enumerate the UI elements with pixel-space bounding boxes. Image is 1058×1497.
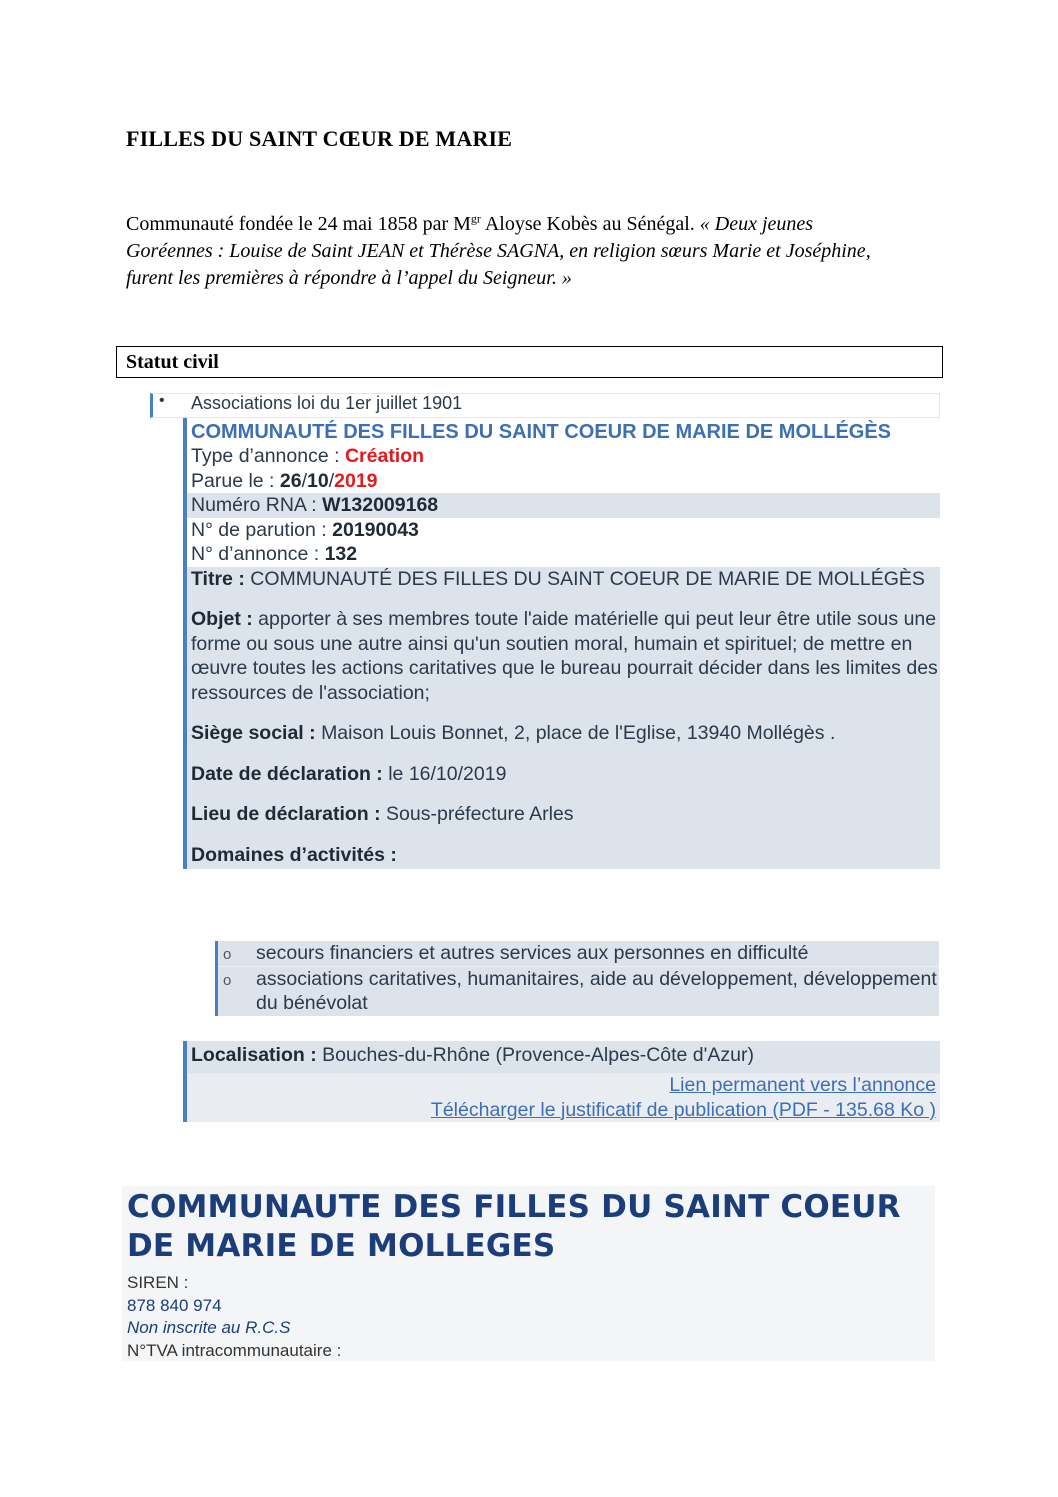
siege-field xyxy=(191,721,940,746)
parution-number xyxy=(187,518,940,543)
titre-value: COMMUNAUTÉ DES FILLES DU SAINT COEUR DE MARIE DE MOLLÉGÈS xyxy=(250,567,925,590)
parue-year: 2019 xyxy=(334,469,378,492)
siege-value: Maison Louis Bonnet, 2, place de l'Eglise, 13940 Mollégès . xyxy=(321,722,836,744)
type-value: Création xyxy=(344,445,425,467)
permanent-link[interactable]: Lien permanent vers l’annonce xyxy=(669,1074,936,1096)
domaines-field xyxy=(191,843,940,868)
section-heading: Statut civil xyxy=(126,351,219,373)
announcement-details xyxy=(187,567,940,870)
intro-paragraph xyxy=(126,211,946,292)
objet-field xyxy=(191,607,940,705)
links-area xyxy=(187,1073,940,1122)
localisation-value: Bouches-du-Rhône (Provence-Alpes-Côte d'Azur) xyxy=(322,1044,754,1066)
parue-month: 10 xyxy=(307,469,329,492)
parue-sep: / xyxy=(301,469,308,492)
rna-label: Numéro RNA : xyxy=(191,494,323,516)
document-title: FILLES DU SAINT CŒUR DE MARIE xyxy=(126,126,513,151)
domain-text: associations caritatives, humanitaires, aide au développement, développement du bénévolat xyxy=(256,967,937,1014)
section-heading-box xyxy=(116,346,943,378)
date-value: le 16/10/2019 xyxy=(388,762,507,785)
intro-text-1: Communauté fondée le 24 mai 1858 par M xyxy=(126,213,471,235)
localisation-label: Localisation : xyxy=(191,1044,323,1066)
tva-label: N°TVA intracommunautaire : xyxy=(127,1341,342,1360)
announcement-category-row xyxy=(150,393,940,418)
circle-bullet-icon: o xyxy=(223,971,232,989)
annonce-label: N° d’annonce : xyxy=(191,543,325,565)
parution-value: 20190043 xyxy=(332,518,419,541)
list-item xyxy=(218,941,939,967)
bullet-icon: • xyxy=(159,392,165,409)
association-name: COMMUNAUTÉ DES FILLES DU SAINT COEUR DE MARIE DE MOLLÉGÈS xyxy=(191,421,892,443)
lieu-value: Sous-préfecture Arles xyxy=(386,803,574,825)
parution-label: N° de parution : xyxy=(191,518,333,541)
siren-value: 878 840 974 xyxy=(127,1296,222,1315)
domain-text: secours financiers et autres services aux personnes en difficulté xyxy=(256,942,809,964)
intro-quote-3: furent les premières à répondre à l’appel du Seigneur. » xyxy=(126,267,572,289)
domaines-label: Domaines d’activités : xyxy=(191,843,397,866)
date-field xyxy=(191,762,940,787)
parue-day: 26 xyxy=(279,469,302,492)
titre-field xyxy=(191,567,940,592)
intro-sup: gr xyxy=(470,211,481,226)
lieu-field xyxy=(191,802,940,827)
rcs-status: Non inscrite au R.C.S xyxy=(127,1318,291,1337)
company-panel xyxy=(122,1186,935,1361)
rna-number xyxy=(187,493,940,518)
date-label: Date de déclaration : xyxy=(191,762,389,785)
localisation-block xyxy=(183,1041,940,1122)
objet-label: Objet : xyxy=(191,608,259,630)
titre-label: Titre : xyxy=(191,567,251,590)
lieu-label: Lieu de déclaration : xyxy=(191,803,387,825)
siege-label: Siège social : xyxy=(191,722,322,744)
company-name: COMMUNAUTE DES FILLES DU SAINT COEUR DE MARIE DE MOLLEGES xyxy=(127,1189,901,1264)
download-pdf-link[interactable]: Télécharger le justificatif de publication (PDF - 135.68 Ko ) xyxy=(430,1098,936,1121)
annonce-value: 132 xyxy=(324,543,358,565)
announcement-card xyxy=(183,418,940,869)
annonce-number xyxy=(187,542,940,567)
list-item xyxy=(218,967,939,1016)
announcement-category: Associations loi du 1er juillet 1901 xyxy=(191,393,463,413)
announcement-type xyxy=(187,444,940,469)
domains-list xyxy=(215,941,939,1016)
localisation-field xyxy=(187,1041,940,1073)
siren-label: SIREN : xyxy=(127,1273,189,1292)
type-label: Type d’annonce : xyxy=(191,445,345,467)
parue-label: Parue le : xyxy=(191,469,280,492)
objet-value: apporter à ses membres toute l'aide matérielle qui peut leur être utile sous une forme ou sous une autre ainsi qu'un soutien moral, humain et spirituel; de mettre en œuvre toutes les actions caritatives que le bureau pourrait décider dans les limites des ressources de l'association; xyxy=(191,608,938,704)
publication-date xyxy=(187,469,940,494)
circle-bullet-icon: o xyxy=(223,946,232,963)
parue-sep: / xyxy=(328,469,335,492)
rna-value: W132009168 xyxy=(322,494,439,516)
intro-quote-2: Goréennes : Louise de Saint JEAN et Thérèse SAGNA, en religion sœurs Marie et Joséphine, xyxy=(126,240,871,262)
intro-text-2: Aloyse Kobès au Sénégal. xyxy=(480,213,700,235)
intro-quote-1: « Deux jeunes xyxy=(699,213,814,235)
